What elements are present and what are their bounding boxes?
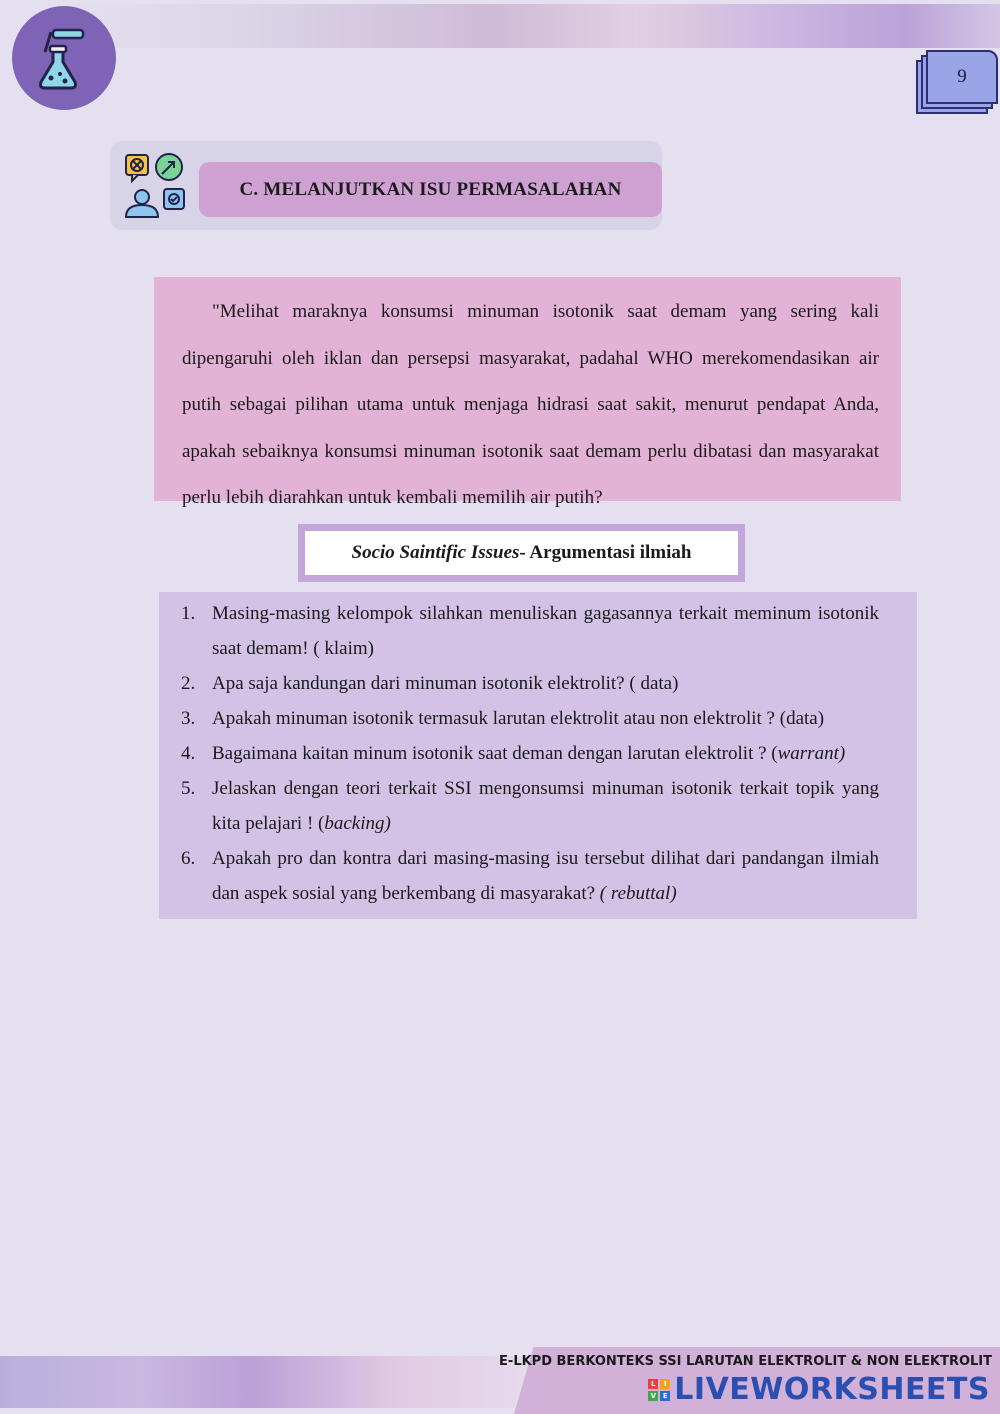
question-text: Apakah pro dan kontra dari masing-masing isu tersebut dilihat dari pandangan ilmiah dan aspek sosial yang berkembang di masyarakat? [212, 848, 879, 904]
liveworksheets-brand[interactable] [648, 1372, 990, 1408]
brand-letter: V [648, 1391, 658, 1401]
question-number: 6. [181, 848, 196, 869]
question-text: Apa saja kandungan dari minuman isotonik elektrolit? ( data) [212, 673, 679, 694]
ssi-title-box [298, 524, 745, 582]
flask-icon [35, 24, 93, 92]
page-number: 9 [926, 50, 998, 104]
question-item [159, 736, 879, 771]
questions-box [159, 592, 917, 919]
question-number: 2. [181, 673, 196, 694]
question-number: 3. [181, 708, 196, 729]
question-argument-type: ( rebuttal) [599, 883, 677, 904]
section-header [110, 141, 662, 230]
brand-letter: E [660, 1391, 670, 1401]
brand-letter: I [660, 1379, 670, 1389]
question-number: 1. [181, 603, 196, 624]
section-title: C. MELANJUTKAN ISU PERMASALAHAN [199, 162, 662, 217]
top-decorative-band [60, 4, 1000, 48]
question-text: Apakah minuman isotonik termasuk larutan elektrolit atau non elektrolit ? (data) [212, 708, 825, 729]
question-number: 4. [181, 743, 196, 764]
liveworksheets-logo-icon [648, 1379, 670, 1401]
question-item [159, 596, 879, 666]
brand-letter: L [648, 1379, 658, 1389]
ssi-title-italic: Socio Saintific Issues [351, 542, 520, 563]
questions-list [159, 596, 879, 911]
ssi-title [305, 531, 738, 575]
question-item [159, 771, 879, 841]
issue-quote-text: "Melihat maraknya konsumsi minuman isotonik saat demam yang sering kali dipengaruhi oleh iklan dan persepsi masyarakat, padahal WHO merekomendasikan air putih sebagai pilihan utama untuk menjaga hidrasi saat sakit, menurut pendapat Anda, apakah sebaiknya konsumsi minuman isotonik saat demam perlu dibatasi dan masyarakat perlu lebih diarahkan untuk kembali memilih air putih? [182, 301, 879, 508]
flask-logo [12, 6, 116, 110]
footer-title: E-LKPD BERKONTEKS SSI LARUTAN ELEKTROLIT & NON ELEKTROLIT [499, 1354, 992, 1369]
discussion-icon [122, 151, 188, 219]
issue-quote-box [154, 277, 901, 508]
question-item [159, 666, 879, 701]
page-number-badge [914, 48, 998, 112]
question-argument-type: warrant) [777, 743, 846, 764]
question-item [159, 841, 879, 911]
question-argument-type: backing) [324, 813, 391, 834]
liveworksheets-wordmark[interactable]: LIVEWORKSHEETS [674, 1372, 990, 1407]
question-number: 5. [181, 778, 196, 799]
question-item [159, 701, 879, 736]
bottom-decorative-band [0, 1356, 560, 1408]
question-text: Masing-masing kelompok silahkan menuliskan gagasannya terkait meminum isotonik saat demam! ( klaim) [212, 603, 879, 659]
question-text: Jelaskan dengan teori terkait SSI mengonsumsi minuman isotonik terkait topik yang kita pelajari ! ( [212, 778, 879, 834]
question-text: Bagaimana kaitan minum isotonik saat deman dengan larutan elektrolit ? ( [212, 743, 778, 764]
ssi-title-rest: - Argumentasi ilmiah [519, 542, 692, 563]
